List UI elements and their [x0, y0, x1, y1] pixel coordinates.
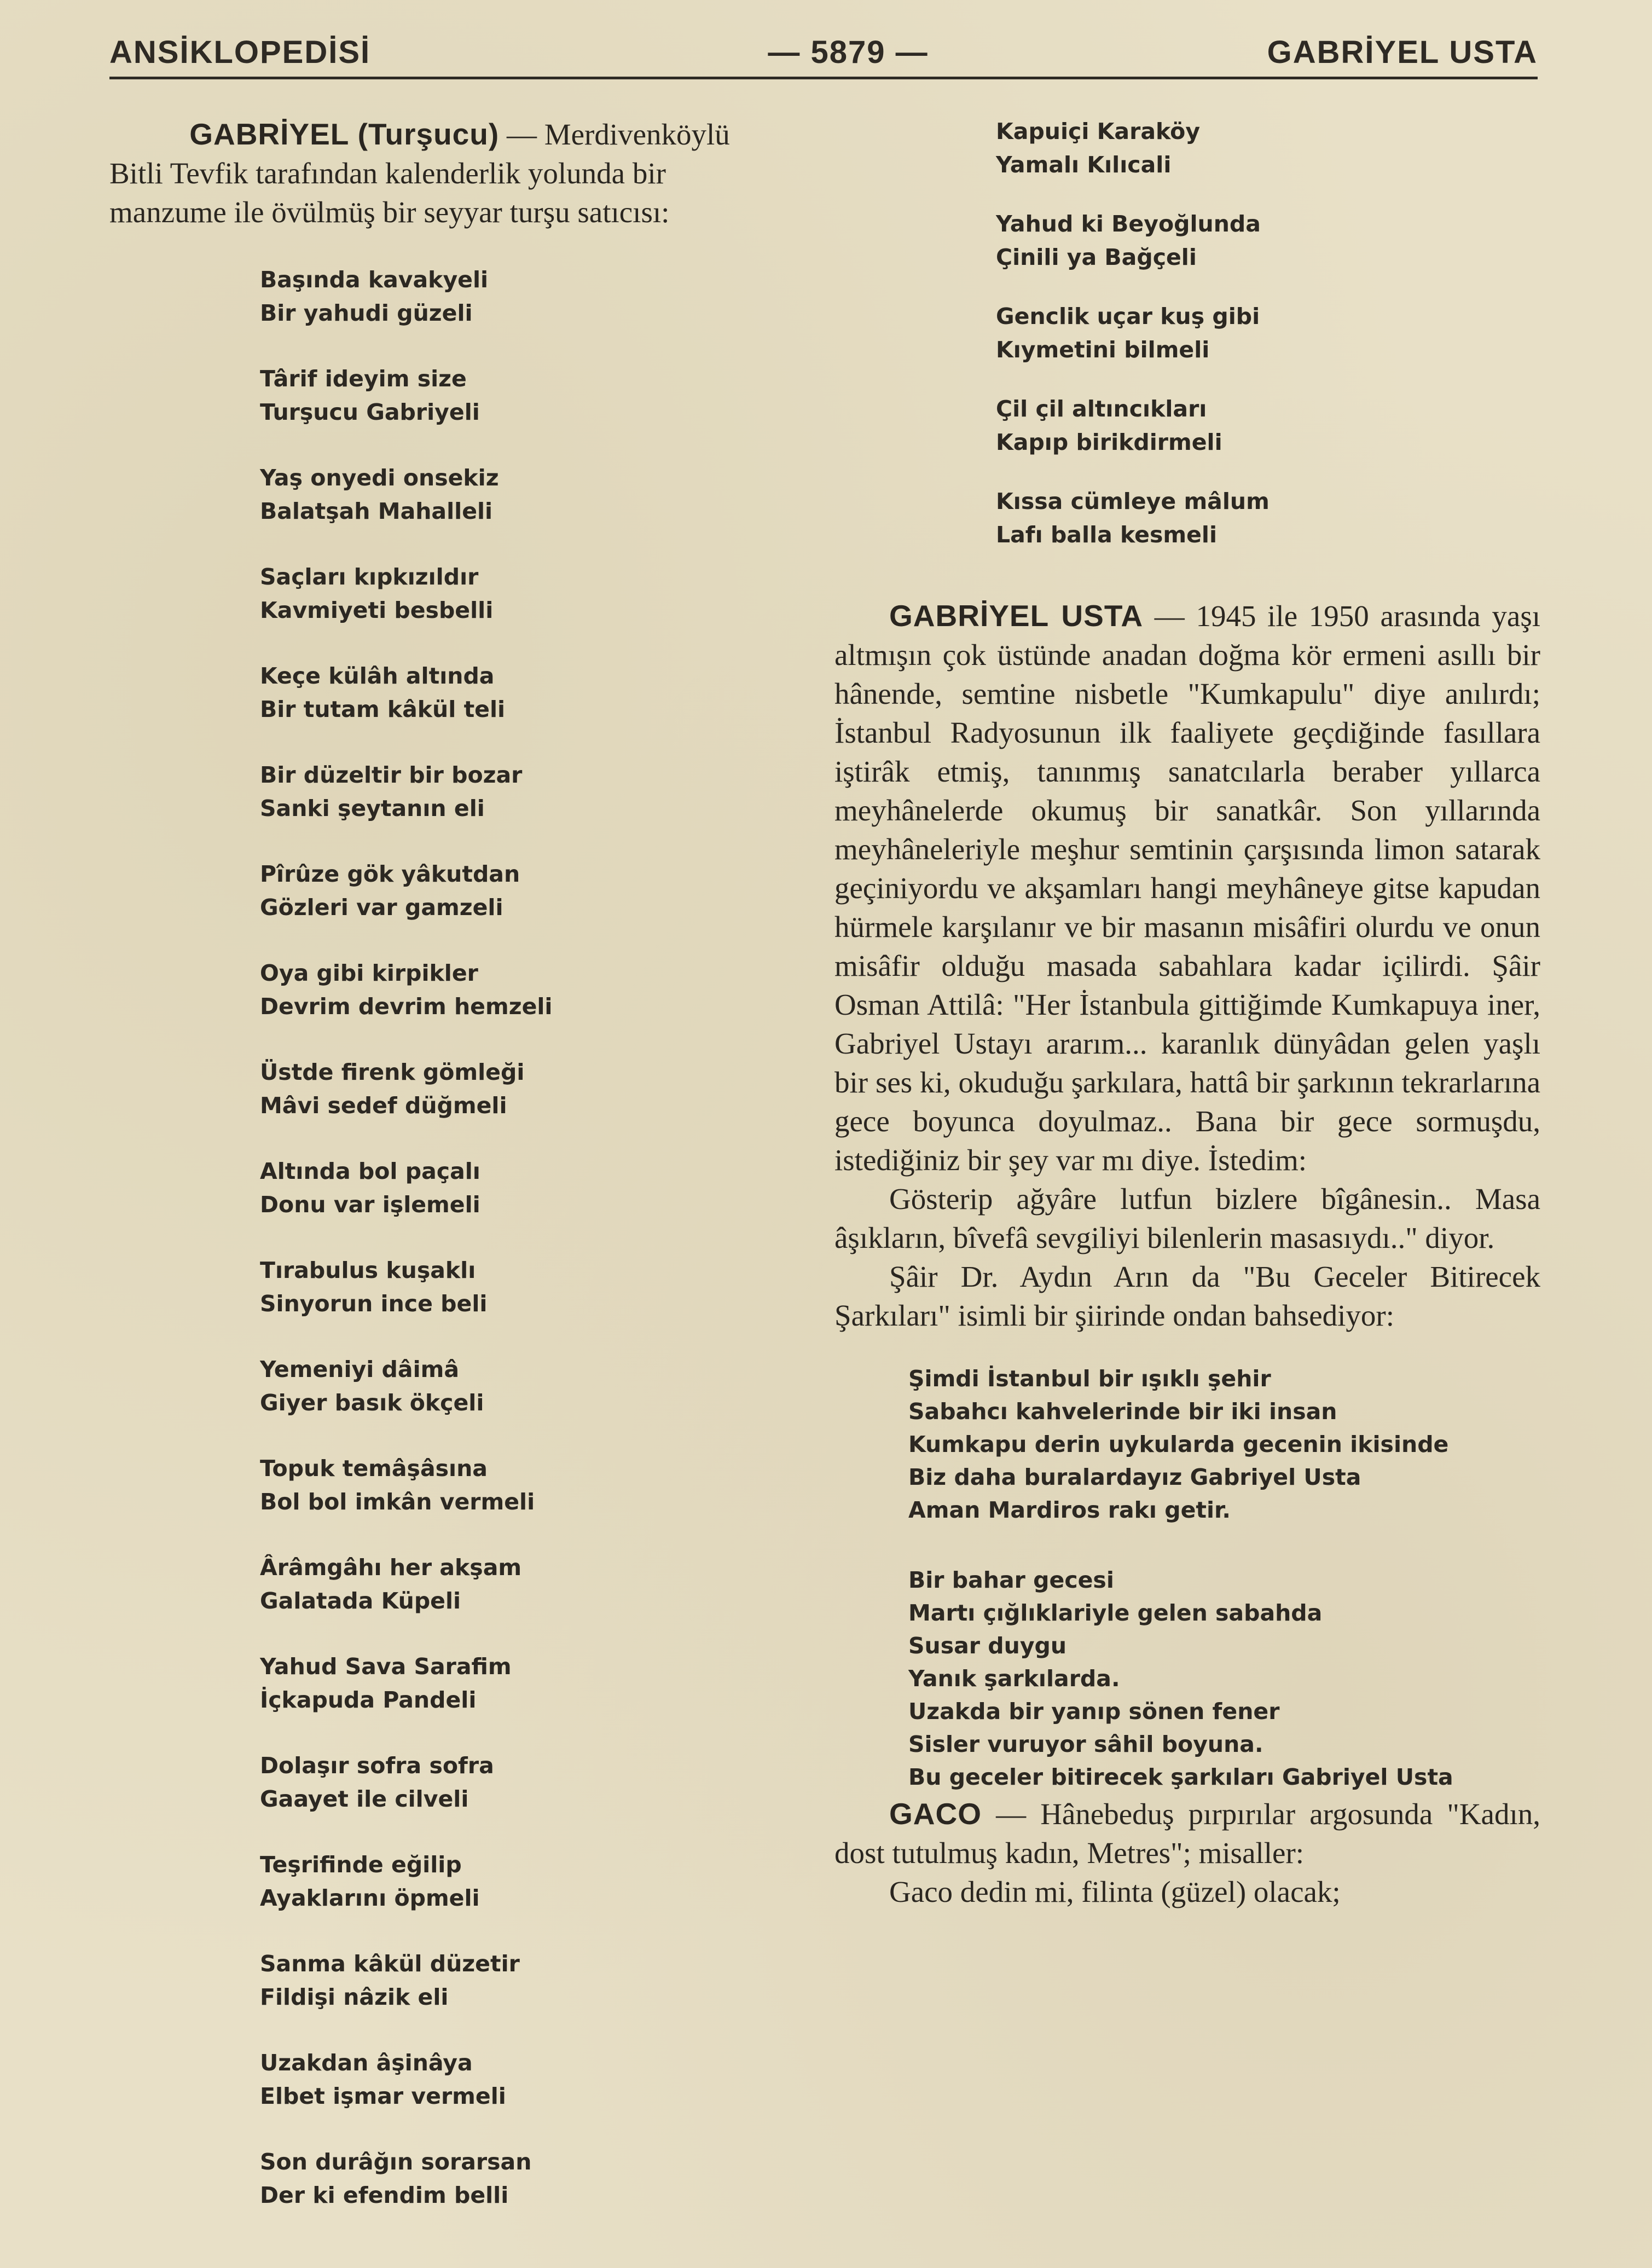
poem-line: Topuk temâşâsına [260, 1455, 488, 1482]
entry-title-usta: GABRİYEL USTA [889, 599, 1144, 633]
poem-line: Ayaklarını öpmeli [260, 1885, 480, 1911]
poem-line: Son durâğın sorarsan [260, 2149, 532, 2175]
poem-stanza [260, 461, 552, 528]
poem-stanza [996, 485, 1270, 552]
entry-intro-line-1 [109, 115, 810, 154]
poem-line: Dolaşır sofra sofra [260, 1752, 494, 1779]
gabriyel-usta-paragraph [834, 597, 1540, 1179]
poem-line: Yahud ki Beyoğlunda [996, 211, 1261, 237]
tursucu-poem-continued [996, 115, 1270, 577]
poem-stanza [260, 1056, 552, 1123]
poem-line: Bu geceler bitirecek şarkıları Gabriyel Usta [908, 1764, 1453, 1790]
poem-line: Galatada Küpeli [260, 1588, 461, 1614]
poem-line: Kıymetini bilmeli [996, 337, 1210, 363]
gaco-example: Gaco dedin mi, filinta (güzel) olacak; [889, 1875, 1341, 1908]
aydin-arin-paragraph: Şâir Dr. Aydın Arın da "Bu Geceler Bitirecek Şarkıları" isimli bir şiirinde ondan bahsediyor: [834, 1260, 1540, 1332]
poem-stanza [260, 263, 552, 330]
poem-line: Susar duygu [908, 1633, 1067, 1659]
poem-line: Şimdi İstanbul bir ışıklı şehir [908, 1366, 1271, 1392]
poem-stanza [260, 1452, 552, 1519]
poem-line: Teşrifinde eğilip [260, 1852, 462, 1878]
entry-title: GABRİYEL (Turşucu) [189, 117, 500, 151]
poem-line: Bir tutam kâkül teli [260, 696, 506, 722]
gabriyel-usta-entry [834, 597, 1540, 1335]
poem-line: Uzakda bir yanıp sönen fener [908, 1698, 1280, 1725]
poem-stanza [260, 560, 552, 627]
poem-stanza [260, 858, 552, 924]
poem-line: Tırabulus kuşaklı [260, 1257, 476, 1283]
poem-line: Balatşah Mahalleli [260, 498, 493, 524]
poem-line: Kumkapu derin uykularda gecenin ikisinde [908, 1431, 1449, 1457]
poem-line: Gözleri var gamzeli [260, 894, 503, 921]
gaco-text: — Hânebeduş pırpırılar argosunda "Kadın, dost tutulmuş kadın, Metres"; misaller: [834, 1797, 1540, 1870]
poem-line: Pîrûze gök yâkutdan [260, 861, 520, 887]
poem-line: Sisler vuruyor sâhil boyuna. [908, 1731, 1263, 1757]
intro-text: — Merdivenköylü [506, 118, 730, 151]
gabriyel-tursucu-entry [109, 115, 810, 232]
header-rule [109, 77, 1538, 79]
tursucu-poem [260, 263, 552, 2244]
poem-line: Aman Mardiros rakı getir. [908, 1497, 1231, 1523]
poem-line: Yaş onyedi onsekiz [260, 465, 499, 491]
quote-paragraph: Gösterip ağyâre lutfun bizlere bîgânesin.. Masa âşıkların, bîvefâ sevgiliyi bilenlerin masasıydı.." diyor. [834, 1182, 1540, 1254]
poem-stanza [260, 1551, 552, 1618]
poem-line: Yanık şarkılarda. [908, 1665, 1120, 1692]
poem-line: Biz daha buralardayız Gabriyel Usta [908, 1464, 1361, 1490]
poem-line: Oya gibi kirpikler [260, 960, 478, 986]
poem-line: Donu var işlemeli [260, 1191, 480, 1218]
poem-line: Çil çil altıncıkları [996, 396, 1207, 422]
poem-line: Uzakdan âşinâya [260, 2050, 473, 2076]
poem-line: Devrim devrim hemzeli [260, 993, 553, 1020]
poem-stanza [260, 1749, 552, 1816]
poem-stanza [260, 957, 552, 1023]
entry-intro-line-2: Bitli Tevfik tarafından kalenderlik yolunda bir [109, 157, 666, 190]
running-header [109, 28, 1538, 78]
entry-intro-line-3: manzume ile övülmüş bir seyyar turşu satıcısı: [109, 195, 670, 229]
poem-line: Martı çığlıklariyle gelen sabahda [908, 1600, 1323, 1626]
poem-line: Yemeniyi dâimâ [260, 1356, 460, 1382]
poem-line: Ârâmgâhı her akşam [260, 1554, 522, 1581]
poem-stanza [260, 1353, 552, 1420]
header-right-title: GABRİYEL USTA [1267, 34, 1538, 70]
poem-stanza [908, 1362, 1453, 1526]
entry-text-usta: — 1945 ile 1950 arasında yaşı altmışın çok üstünde anadan doğma kör ermeni asıllı bir hânende, semtine nisbetle "Kumkapulu" diye anılırdı; İstanbul Radyosunun ilk faaliyete geçdiğinde fasıllara iştirâk etmiş, tanınmış sanatcılarla beraber yıllarca meyhânelerde okumuş bir sanatkâr. Son yıllarında meyhâneleriyle meşhur semtinin çarşısında limon satarak geçiniyordu ve akşamları hangi meyhâneye gitse kapudan hürmele karşılanır ve bir masanın misâfiri olurdu ve onun misâfir olduğu masada sabahlara kadar içilirdi. Şâir Osman Attilâ: "Her İstanbula gittiğimde Kumkapuya iner, Gabriyel Ustayı ararım... karanlık dünyâdan gelen yaşlı bir ses ki, okuduğu şarkılara, hattâ bir şarkının tekrarlarına gece boyunca doyulmaz.. Bana bir gece sormuşdu, istediğiniz bir şey var mı diye. İstedim: [834, 599, 1541, 1177]
poem-line: Sabahcı kahvelerinde bir iki insan [908, 1398, 1337, 1425]
poem-line: Yamalı Kılıcali [996, 152, 1172, 178]
entry-title-gaco: GACO [889, 1797, 982, 1831]
poem-line: Bol bol imkân vermeli [260, 1489, 535, 1515]
poem-line: Der ki efendim belli [260, 2182, 509, 2208]
poem-line: Sanki şeytanın eli [260, 795, 485, 821]
poem-line: Sinyorun ince beli [260, 1291, 488, 1317]
poem-line: Yahud Sava Sarafim [260, 1653, 512, 1680]
right-column [834, 115, 1540, 1911]
aydin-arin-poem [908, 1362, 1453, 1831]
poem-line: Kıssa cümleye mâlum [996, 488, 1270, 514]
poem-stanza [260, 2046, 552, 2113]
header-left-title: ANSİKLOPEDİSİ [109, 34, 371, 70]
poem-line: Çinili ya Bağçeli [996, 244, 1197, 270]
poem-line: Bir yahudi güzeli [260, 300, 473, 326]
poem-line: İçkapuda Pandeli [260, 1687, 477, 1713]
poem-stanza [260, 2145, 552, 2212]
poem-line: Saçları kıpkızıldır [260, 564, 479, 590]
poem-stanza [260, 1254, 552, 1321]
poem-line: Genclik uçar kuş gibi [996, 303, 1260, 329]
poem-stanza [260, 659, 552, 726]
poem-stanza [260, 1155, 552, 1222]
poem-line: Altında bol paçalı [260, 1158, 480, 1184]
poem-line: Kapıp birikdirmeli [996, 429, 1222, 455]
poem-line: Turşucu Gabriyeli [260, 399, 480, 425]
poem-stanza [996, 115, 1270, 182]
poem-stanza [260, 1650, 552, 1717]
poem-line: Üstde firenk gömleği [260, 1059, 525, 1085]
poem-stanza [260, 1947, 552, 2014]
poem-line: Sanma kâkül düzetir [260, 1951, 520, 1977]
poem-stanza [260, 362, 552, 429]
poem-stanza [908, 1564, 1453, 1793]
poem-line: Kapuiçi Karaköy [996, 118, 1201, 144]
poem-line: Fildişi nâzik eli [260, 1984, 449, 2010]
poem-line: Gaayet ile cilveli [260, 1786, 469, 1812]
poem-stanza [996, 300, 1270, 367]
poem-line: Târif ideyim size [260, 366, 467, 392]
poem-line: Bir düzeltir bir bozar [260, 762, 523, 788]
poem-line: Elbet işmar vermeli [260, 2083, 506, 2109]
poem-stanza [260, 1848, 552, 1915]
poem-stanza [260, 759, 552, 825]
left-column [109, 115, 810, 2208]
poem-line: Keçe külâh altında [260, 663, 495, 689]
poem-line: Bir bahar gecesi [908, 1567, 1114, 1593]
poem-line: Mâvi sedef düğmeli [260, 1092, 507, 1119]
poem-line: Başında kavakyeli [260, 267, 489, 293]
poem-stanza [996, 207, 1270, 274]
poem-stanza [996, 392, 1270, 459]
poem-line: Kavmiyeti besbelli [260, 597, 494, 623]
poem-line: Lafı balla kesmeli [996, 522, 1218, 548]
page-number: — 5879 — [768, 34, 929, 70]
poem-line: Giyer basık ökçeli [260, 1390, 484, 1416]
